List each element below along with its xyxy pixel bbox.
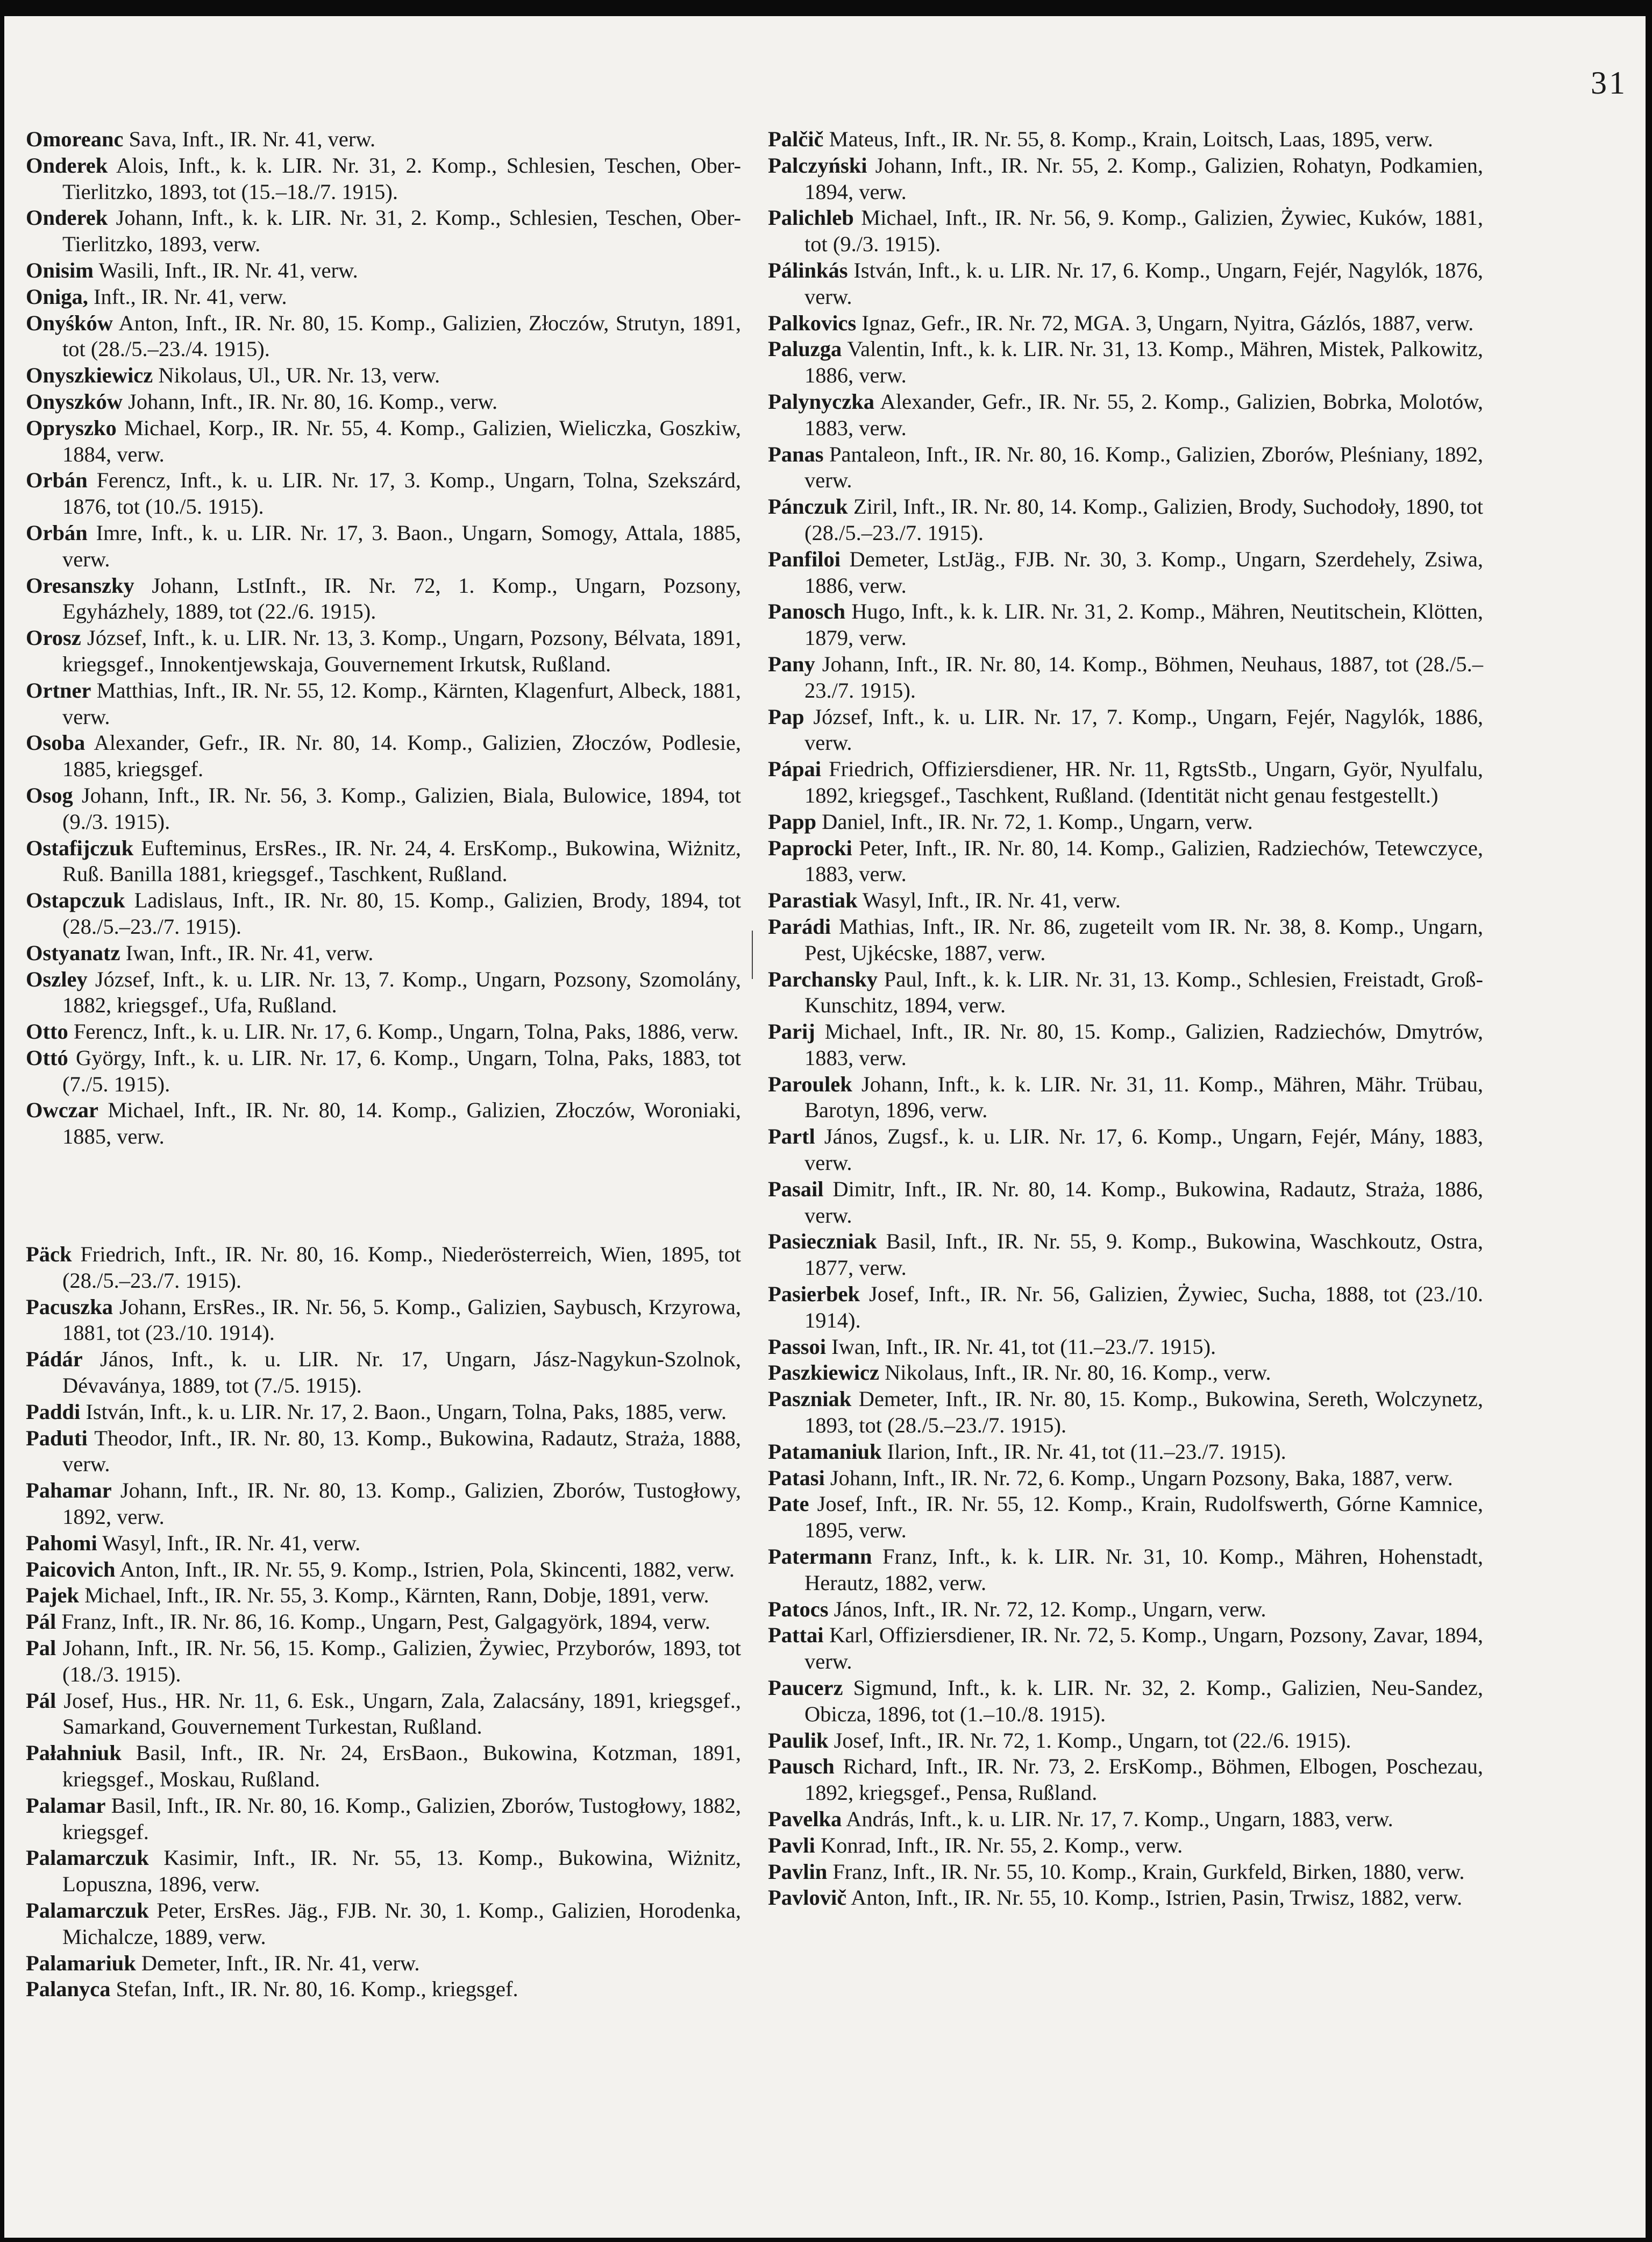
list-entry <box>768 1072 1483 1124</box>
entry-details: Demeter, Inft., IR. Nr. 41, verw. <box>141 1950 420 1975</box>
entry-details: Anton, Inft., IR. Nr. 80, 15. Komp., Galizien, Złoczów, Strutyn, 1891, tot (28./5.–23./4. 1915). <box>62 310 742 361</box>
entry-surname: Pavelka <box>768 1807 842 1831</box>
list-entry <box>768 1176 1483 1229</box>
entry-surname: Opryszko <box>26 415 117 440</box>
entry-surname: Omoreanc <box>26 127 124 151</box>
list-entry <box>768 1124 1483 1176</box>
entry-surname: Paulik <box>768 1728 829 1753</box>
entry-surname: Onisim <box>26 258 94 282</box>
list-entry <box>26 520 741 573</box>
entry-details: Iwan, Inft., IR. Nr. 41, verw. <box>125 940 374 965</box>
entry-surname: Panosch <box>768 599 846 624</box>
entry-surname: Paluzga <box>768 337 842 361</box>
entry-details: Nikolaus, Inft., IR. Nr. 80, 16. Komp., verw. <box>885 1360 1271 1385</box>
entry-surname: Panas <box>768 442 824 466</box>
entry-surname: Patocs <box>768 1597 829 1621</box>
entry-details: Sava, Inft., IR. Nr. 41, verw. <box>129 127 376 151</box>
list-entry <box>768 1386 1483 1439</box>
entry-surname: Oniga, <box>26 284 88 309</box>
entry-details: Johann, Inft., IR. Nr. 80, 13. Komp., Galizien, Zborów, Tustogłowy, 1892, verw. <box>62 1478 741 1529</box>
entry-details: Matthias, Inft., IR. Nr. 55, 12. Komp., Kärnten, Klagenfurt, Albeck, 1881, verw. <box>62 678 741 729</box>
entry-surname: Pasierbek <box>768 1282 860 1307</box>
entry-details: Franz, Inft., IR. Nr. 86, 16. Komp., Ungarn, Pest, Galgagyörk, 1894, verw. <box>61 1609 710 1634</box>
entry-surname: Panfiloi <box>768 547 841 571</box>
entry-details: Imre, Inft., k. u. LIR. Nr. 17, 3. Baon., Ungarn, Somogy, Attala, 1885, verw. <box>62 520 742 571</box>
list-entry <box>26 1583 741 1609</box>
entry-details: Pantaleon, Inft., IR. Nr. 80, 16. Komp., Galizien, Zborów, Pleśniany, 1892, verw. <box>804 442 1483 493</box>
entry-surname: Patamaniuk <box>768 1439 882 1464</box>
entry-surname: Owczar <box>26 1098 98 1123</box>
entry-details: János, Inft., IR. Nr. 72, 12. Komp., Ungarn, verw. <box>834 1597 1266 1621</box>
entry-surname: Paszkiewicz <box>768 1360 879 1385</box>
list-entry <box>768 1360 1483 1386</box>
entry-surname: Paroulek <box>768 1072 852 1096</box>
entry-details: József, Inft., k. u. LIR. Nr. 13, 3. Komp., Ungarn, Pozsony, Bélvata, 1891, kriegsgef., Innokentjewskaja, Gouvernement Irkutsk, Rußland. <box>62 626 742 676</box>
list-entry <box>26 1688 741 1741</box>
list-entry <box>26 1399 741 1425</box>
list-entry <box>26 415 741 468</box>
entry-details: Alexander, Gefr., IR. Nr. 55, 2. Komp., Galizien, Bobrka, Molotów, 1883, verw. <box>804 389 1483 440</box>
entry-details: Sigmund, Inft., k. k. LIR. Nr. 32, 2. Komp., Galizien, Neu-Sandez, Obicza, 1896, tot (1.–10./8. 1915). <box>804 1676 1483 1726</box>
entry-details: György, Inft., k. u. LIR. Nr. 17, 6. Komp., Ungarn, Tolna, Paks, 1883, tot (7./5. 1915). <box>62 1045 741 1096</box>
list-entry <box>26 284 741 310</box>
entry-surname: Pałahniuk <box>26 1741 122 1765</box>
list-entry <box>26 1845 741 1898</box>
list-entry <box>26 1950 741 1977</box>
entry-surname: Palanyca <box>26 1977 111 2002</box>
entry-surname: Pavlin <box>768 1859 828 1884</box>
list-entry <box>768 389 1483 442</box>
list-entry <box>768 1334 1483 1360</box>
entry-surname: Paucerz <box>768 1676 843 1700</box>
entry-details: Richard, Inft., IR. Nr. 73, 2. ErsKomp., Böhmen, Elbogen, Poschezau, 1892, kriegsgef., Pensa, Rußland. <box>804 1754 1483 1805</box>
list-entry <box>26 1478 741 1530</box>
entry-details: Anton, Inft., IR. Nr. 55, 9. Komp., Istrien, Pola, Skincenti, 1882, verw. <box>119 1557 735 1581</box>
entry-surname: Oszley <box>26 967 88 991</box>
list-entry <box>26 126 741 153</box>
entry-details: Franz, Inft., IR. Nr. 55, 10. Komp., Krain, Gurkfeld, Birken, 1880, verw. <box>832 1859 1465 1884</box>
entry-details: Valentin, Inft., k. k. LIR. Nr. 31, 13. Komp., Mähren, Mistek, Palkowitz, 1886, verw. <box>804 337 1483 388</box>
entry-details: János, Inft., k. u. LIR. Nr. 17, Ungarn, Jász-Nagykun-Szolnok, Dévaványa, 1889, tot (7./5. 1915). <box>62 1347 741 1398</box>
list-entry <box>26 1530 741 1557</box>
entry-surname: Palkovics <box>768 310 857 335</box>
list-entry <box>26 1294 741 1347</box>
entry-surname: Pahamar <box>26 1478 112 1503</box>
entry-details: Basil, Inft., IR. Nr. 80, 16. Komp., Galizien, Zborów, Tustogłowy, 1882, kriegsgef. <box>62 1793 742 1844</box>
list-entry <box>26 205 741 258</box>
list-entry <box>26 1241 741 1294</box>
list-entry <box>768 704 1483 757</box>
entry-list-p-continued <box>768 126 1483 1911</box>
section-gap <box>26 1150 741 1241</box>
entry-surname: Paicovich <box>26 1557 116 1581</box>
entry-details: Josef, Inft., IR. Nr. 72, 1. Komp., Ungarn, tot (22./6. 1915). <box>834 1728 1351 1753</box>
entry-details: Johann, Inft., k. k. LIR. Nr. 31, 2. Komp., Schlesien, Teschen, Ober-Tierlitzko, 1893, verw. <box>62 205 741 257</box>
entry-surname: Pál <box>26 1609 56 1634</box>
entry-surname: Palichleb <box>768 205 854 230</box>
entry-details: Friedrich, Offiziersdiener, HR. Nr. 11, RgtsStb., Ungarn, Györ, Nyulfalu, 1892, kriegsgef., Taschkent, Rußland. (Identität nicht genau festgestellt.) <box>804 757 1483 807</box>
entry-surname: Pavlovič <box>768 1885 847 1910</box>
entry-surname: Orbán <box>26 520 88 545</box>
entry-surname: Pattai <box>768 1623 824 1648</box>
list-entry <box>26 1793 741 1846</box>
entry-details: Josef, Inft., IR. Nr. 56, Galizien, Żywiec, Sucha, 1888, tot (23./10. 1914). <box>804 1282 1484 1332</box>
list-entry <box>26 1425 741 1478</box>
list-entry <box>768 1754 1483 1806</box>
entry-details: Inft., IR. Nr. 41, verw. <box>94 284 287 309</box>
list-entry <box>26 783 741 835</box>
entry-details: Johann, Inft., IR. Nr. 72, 6. Komp., Ungarn Pozsony, Baka, 1887, verw. <box>830 1465 1453 1490</box>
list-entry <box>768 1281 1483 1334</box>
entry-details: Michael, Inft., IR. Nr. 56, 9. Komp., Galizien, Żywiec, Kuków, 1881, tot (9./3. 1915). <box>804 205 1483 257</box>
list-entry <box>26 1045 741 1098</box>
entry-list-p <box>26 1241 741 2003</box>
entry-details: Eufteminus, ErsRes., IR. Nr. 24, 4. ErsKomp., Bukowina, Wiżnitz, Ruß. Banilla 1881, kriegsgef., Taschkent, Rußland. <box>62 835 742 886</box>
entry-details: András, Inft., k. u. LIR. Nr. 17, 7. Komp., Ungarn, 1883, verw. <box>846 1807 1393 1831</box>
entry-surname: Oresanszky <box>26 573 134 598</box>
list-entry <box>768 1859 1483 1885</box>
list-entry <box>768 310 1483 337</box>
entry-details: Mathias, Inft., IR. Nr. 86, zugeteilt vom IR. Nr. 38, 8. Komp., Ungarn, Pest, Ujkécske, 1887, verw. <box>804 914 1484 965</box>
list-entry <box>768 809 1483 835</box>
entry-surname: Pál <box>26 1688 56 1713</box>
list-entry <box>26 1898 741 1950</box>
entry-surname: Ostapczuk <box>26 888 125 913</box>
list-entry <box>26 1346 741 1399</box>
list-entry <box>26 967 741 1019</box>
entry-surname: Palamariuk <box>26 1950 136 1975</box>
entry-surname: Onyszkiewicz <box>26 363 153 388</box>
entry-details: Michael, Inft., IR. Nr. 80, 14. Komp., Galizien, Złoczów, Woroniaki, 1885, verw. <box>62 1098 741 1149</box>
list-entry <box>768 756 1483 809</box>
entry-surname: Paprocki <box>768 835 852 860</box>
entry-surname: Otto <box>26 1019 68 1044</box>
entry-surname: Ortner <box>26 678 91 703</box>
entry-surname: Partl <box>768 1124 815 1149</box>
entry-details: Franz, Inft., k. k. LIR. Nr. 31, 10. Komp., Mähren, Hohenstadt, Herautz, 1882, verw. <box>804 1544 1484 1595</box>
entry-details: Johann, Inft., IR. Nr. 80, 16. Komp., verw. <box>128 389 498 414</box>
entry-details: Wasili, Inft., IR. Nr. 41, verw. <box>98 258 358 282</box>
entry-surname: Palczyński <box>768 153 867 178</box>
left-column <box>26 126 741 2003</box>
list-entry <box>768 1465 1483 1492</box>
entry-surname: Pádár <box>26 1347 83 1372</box>
list-entry <box>26 1740 741 1793</box>
list-entry <box>768 1597 1483 1623</box>
entry-details: Johann, Inft., IR. Nr. 56, 3. Komp., Galizien, Biala, Bulowice, 1894, tot (9./3. 1915). <box>62 783 742 834</box>
entry-surname: Pálinkás <box>768 258 848 282</box>
list-entry <box>26 389 741 415</box>
list-entry <box>26 1976 741 2003</box>
entry-details: Basil, Inft., IR. Nr. 24, ErsBaon., Bukowina, Kotzman, 1891, kriegsgef., Moskau, Rußland. <box>62 1741 741 1792</box>
entry-details: Ladislaus, Inft., IR. Nr. 80, 15. Komp., Galizien, Brody, 1894, tot (28./5.–23./7. 1915). <box>62 888 742 939</box>
list-entry <box>768 1622 1483 1675</box>
entry-details: Demeter, Inft., IR. Nr. 80, 15. Komp., Bukowina, Sereth, Wolczynetz, 1893, tot (28./5.–23./7. 1915). <box>804 1387 1483 1438</box>
entry-surname: Pacuszka <box>26 1294 113 1319</box>
entry-details: Michael, Inft., IR. Nr. 55, 3. Komp., Kärnten, Rann, Dobje, 1891, verw. <box>84 1583 709 1608</box>
entry-surname: Orosz <box>26 626 81 650</box>
document-page <box>4 16 1646 2238</box>
entry-details: Peter, Inft., IR. Nr. 80, 14. Komp., Galizien, Radziechów, Tetewczyce, 1883, verw. <box>804 835 1483 886</box>
entry-details: Dimitr, Inft., IR. Nr. 80, 14. Komp., Bukowina, Radautz, Straża, 1886, verw. <box>804 1176 1483 1228</box>
entry-details: Karl, Offiziersdiener, IR. Nr. 72, 5. Komp., Ungarn, Pozsony, Zavar, 1894, verw. <box>804 1623 1484 1674</box>
entry-details: Ferencz, Inft., k. u. LIR. Nr. 17, 3. Komp., Ungarn, Tolna, Szekszárd, 1876, tot (10./5. 1915). <box>62 468 741 519</box>
entry-surname: Päck <box>26 1242 72 1267</box>
list-entry <box>768 258 1483 310</box>
entry-list-o <box>26 126 741 1150</box>
entry-details: Konrad, Inft., IR. Nr. 55, 2. Komp., verw. <box>820 1833 1183 1857</box>
entry-surname: Osoba <box>26 730 86 755</box>
entry-details: Ignaz, Gefr., IR. Nr. 72, MGA. 3, Ungarn, Nyitra, Gázlós, 1887, verw. <box>861 310 1474 335</box>
entry-surname: Pap <box>768 704 804 729</box>
list-entry <box>26 1609 741 1635</box>
list-entry <box>768 1728 1483 1754</box>
entry-surname: Onyszków <box>26 389 123 414</box>
entry-surname: Ottó <box>26 1045 68 1070</box>
entry-surname: Passoi <box>768 1334 827 1359</box>
entry-details: Friedrich, Inft., IR. Nr. 80, 16. Komp., Niederösterreich, Wien, 1895, tot (28./5.–23./7. 1915). <box>62 1242 742 1293</box>
entry-details: Iwan, Inft., IR. Nr. 41, tot (11.–23./7. 1915). <box>831 1334 1216 1359</box>
entry-surname: Pasail <box>768 1176 824 1201</box>
entry-surname: Parádi <box>768 914 831 939</box>
entry-details: Peter, ErsRes. Jäg., FJB. Nr. 30, 1. Komp., Galizien, Horodenka, Michalcze, 1889, verw. <box>62 1898 741 1949</box>
entry-surname: Palamarczuk <box>26 1898 149 1922</box>
list-entry <box>768 126 1483 153</box>
entry-details: József, Inft., k. u. LIR. Nr. 17, 7. Komp., Ungarn, Fejér, Nagylók, 1886, verw. <box>804 704 1483 755</box>
list-entry <box>26 1557 741 1583</box>
list-entry <box>768 205 1483 258</box>
margin-rule <box>752 931 753 979</box>
entry-details: Michael, Inft., IR. Nr. 80, 15. Komp., Galizien, Radziechów, Dmytrów, 1883, verw. <box>804 1019 1483 1070</box>
entry-surname: Paddi <box>26 1399 81 1424</box>
list-entry <box>26 835 741 888</box>
list-entry <box>768 1675 1483 1728</box>
entry-details: Basil, Inft., IR. Nr. 55, 9. Komp., Bukowina, Waschkoutz, Ostra, 1877, verw. <box>804 1229 1484 1280</box>
entry-surname: Onderek <box>26 205 108 230</box>
entry-surname: Osog <box>26 783 73 807</box>
entry-surname: Pajek <box>26 1583 79 1608</box>
page-number: 31 <box>1591 65 1627 101</box>
entry-details: Ziril, Inft., IR. Nr. 80, 14. Komp., Galizien, Brody, Suchodoły, 1890, tot (28./5.–23./7. 1915). <box>804 494 1483 545</box>
entry-surname: Ostyanatz <box>26 940 120 965</box>
entry-surname: Parchansky <box>768 967 878 991</box>
right-column <box>768 126 1483 1911</box>
list-entry <box>768 967 1483 1019</box>
list-entry <box>26 940 741 967</box>
list-entry <box>26 1635 741 1688</box>
entry-details: Johann, LstInft., IR. Nr. 72, 1. Komp., Ungarn, Pozsony, Egyházhely, 1889, tot (22./6. 1915). <box>62 573 741 624</box>
entry-details: Johann, Inft., IR. Nr. 80, 14. Komp., Böhmen, Neuhaus, 1887, tot (28./5.–23./7. 1915). <box>804 651 1483 703</box>
entry-surname: Paduti <box>26 1425 88 1450</box>
list-entry <box>768 1806 1483 1833</box>
entry-details: Johann, Inft., k. k. LIR. Nr. 31, 11. Komp., Mähren, Mähr. Trübau, Barotyn, 1896, verw. <box>804 1072 1484 1123</box>
entry-details: Johann, Inft., IR. Nr. 55, 2. Komp., Galizien, Rohatyn, Podkamien, 1894, verw. <box>804 153 1484 204</box>
list-entry <box>26 573 741 626</box>
entry-details: Wasyl, Inft., IR. Nr. 41, verw. <box>102 1530 361 1555</box>
entry-surname: Palamar <box>26 1793 106 1818</box>
list-entry <box>768 547 1483 599</box>
list-entry <box>768 494 1483 547</box>
entry-details: Paul, Inft., k. k. LIR. Nr. 31, 13. Komp., Schlesien, Freistadt, Groß-Kunschitz, 1894, verw. <box>804 967 1484 1018</box>
list-entry <box>768 1019 1483 1072</box>
list-entry <box>768 1833 1483 1859</box>
list-entry <box>768 1491 1483 1544</box>
list-entry <box>26 363 741 389</box>
entry-surname: Orbán <box>26 468 88 493</box>
list-entry <box>768 835 1483 888</box>
list-entry <box>768 1229 1483 1281</box>
entry-details: Daniel, Inft., IR. Nr. 72, 1. Komp., Ungarn, verw. <box>822 809 1253 834</box>
entry-surname: Palynyczka <box>768 389 874 414</box>
entry-surname: Pate <box>768 1492 809 1516</box>
entry-details: Demeter, LstJäg., FJB. Nr. 30, 3. Komp., Ungarn, Szerdehely, Zsiwa, 1886, verw. <box>804 547 1484 598</box>
list-entry <box>768 888 1483 914</box>
list-entry <box>768 599 1483 651</box>
entry-surname: Pany <box>768 651 815 676</box>
entry-details: Josef, Inft., IR. Nr. 55, 12. Komp., Krain, Rudolfswerth, Górne Kamnice, 1895, verw. <box>804 1492 1483 1543</box>
entry-details: Hugo, Inft., k. k. LIR. Nr. 31, 2. Komp., Mähren, Neutitschein, Klötten, 1879, verw. <box>804 599 1483 650</box>
entry-surname: Papp <box>768 809 817 834</box>
list-entry <box>26 1019 741 1045</box>
entry-details: Ferencz, Inft., k. u. LIR. Nr. 17, 6. Komp., Ungarn, Tolna, Paks, 1886, verw. <box>73 1019 739 1044</box>
entry-surname: Parij <box>768 1019 815 1044</box>
entry-details: Theodor, Inft., IR. Nr. 80, 13. Komp., Bukowina, Radautz, Straża, 1888, verw. <box>62 1425 741 1477</box>
entry-surname: Pasieczniak <box>768 1229 877 1254</box>
entry-details: Wasyl, Inft., IR. Nr. 41, verw. <box>862 888 1121 913</box>
list-entry <box>26 625 741 678</box>
entry-details: Kasimir, Inft., IR. Nr. 55, 13. Komp., Bukowina, Wiżnitz, Lopuszna, 1896, verw. <box>62 1846 742 1897</box>
entry-details: István, Inft., k. u. LIR. Nr. 17, 6. Komp., Ungarn, Fejér, Nagylók, 1876, verw. <box>804 258 1483 309</box>
entry-surname: Onyśków <box>26 310 113 335</box>
entry-details: Josef, Hus., HR. Nr. 11, 6. Esk., Ungarn, Zala, Zalacsány, 1891, kriegsgef., Samarkand, Gouvernement Turkestan, Rußland. <box>62 1688 741 1739</box>
entry-details: István, Inft., k. u. LIR. Nr. 17, 2. Baon., Ungarn, Tolna, Paks, 1885, verw. <box>86 1399 727 1424</box>
list-entry <box>26 310 741 363</box>
list-entry <box>768 336 1483 389</box>
list-entry <box>26 1097 741 1150</box>
entry-surname: Pápai <box>768 757 822 782</box>
list-entry <box>768 651 1483 704</box>
entry-surname: Pausch <box>768 1754 835 1779</box>
entry-details: Stefan, Inft., IR. Nr. 80, 16. Komp., kriegsgef. <box>116 1977 518 2002</box>
list-entry <box>26 888 741 940</box>
list-entry <box>768 1544 1483 1597</box>
entry-details: Alois, Inft., k. k. LIR. Nr. 31, 2. Komp., Schlesien, Teschen, Ober-Tierlitzko, 1893, tot (15.–18./7. 1915). <box>62 153 742 204</box>
list-entry <box>768 914 1483 967</box>
list-entry <box>768 442 1483 494</box>
list-entry <box>768 1885 1483 1911</box>
entry-details: Alexander, Gefr., IR. Nr. 80, 14. Komp., Galizien, Złoczów, Podlesie, 1885, kriegsgef. <box>62 730 741 782</box>
list-entry <box>26 678 741 730</box>
entry-details: Anton, Inft., IR. Nr. 55, 10. Komp., Istrien, Pasin, Trwisz, 1882, verw. <box>851 1885 1463 1910</box>
entry-surname: Onderek <box>26 153 108 178</box>
entry-details: Michael, Korp., IR. Nr. 55, 4. Komp., Galizien, Wieliczka, Goszkiw, 1884, verw. <box>62 415 742 466</box>
entry-surname: Palamarczuk <box>26 1846 149 1870</box>
entry-details: Johann, Inft., IR. Nr. 56, 15. Komp., Galizien, Żywiec, Przyborów, 1893, tot (18./3. 1915). <box>62 1636 742 1686</box>
entry-surname: Ostafijczuk <box>26 835 134 860</box>
entry-details: János, Zugsf., k. u. LIR. Nr. 17, 6. Komp., Ungarn, Fejér, Mány, 1883, verw. <box>804 1124 1483 1175</box>
list-entry <box>768 153 1483 205</box>
list-entry <box>26 730 741 783</box>
entry-surname: Patasi <box>768 1465 825 1490</box>
entry-surname: Palčič <box>768 127 824 151</box>
entry-surname: Paszniak <box>768 1387 852 1411</box>
entry-details: Johann, ErsRes., IR. Nr. 56, 5. Komp., Galizien, Saybusch, Krzyrowa, 1881, tot (23./10. 1914). <box>62 1294 741 1345</box>
entry-surname: Pal <box>26 1636 56 1661</box>
entry-surname: Patermann <box>768 1544 872 1569</box>
entry-details: Nikolaus, Ul., UR. Nr. 13, verw. <box>158 363 440 388</box>
entry-surname: Pánczuk <box>768 494 848 519</box>
entry-details: Ilarion, Inft., IR. Nr. 41, tot (11.–23./7. 1915). <box>887 1439 1286 1464</box>
list-entry <box>26 258 741 284</box>
entry-surname: Pavli <box>768 1833 815 1857</box>
list-entry <box>26 153 741 205</box>
list-entry <box>26 467 741 520</box>
entry-surname: Parastiak <box>768 888 858 913</box>
entry-surname: Pahomi <box>26 1530 97 1555</box>
entry-details: Mateus, Inft., IR. Nr. 55, 8. Komp., Krain, Loitsch, Laas, 1895, verw. <box>829 127 1433 151</box>
entry-details: József, Inft., k. u. LIR. Nr. 13, 7. Komp., Ungarn, Pozsony, Szomolány, 1882, kriegsgef., Ufa, Rußland. <box>62 967 742 1018</box>
list-entry <box>768 1439 1483 1465</box>
